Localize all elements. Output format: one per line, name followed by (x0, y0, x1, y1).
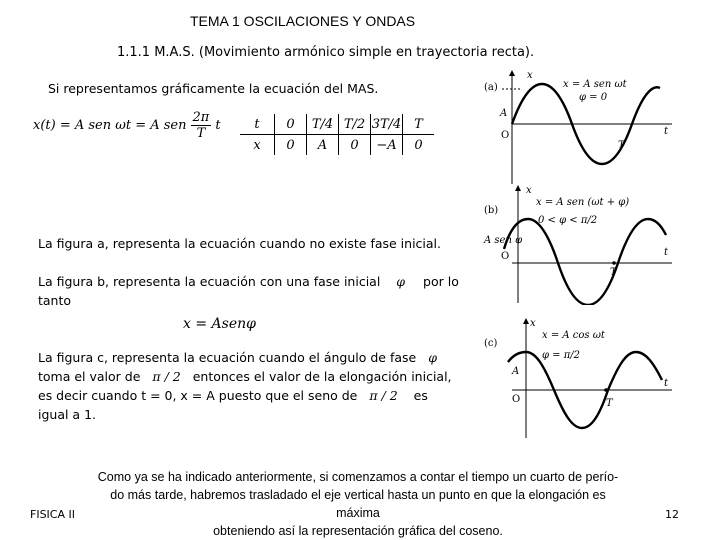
pi-half-symbol: π / 2 (152, 369, 181, 384)
period-label: T (610, 267, 617, 278)
origin-label: O (501, 251, 510, 262)
amplitude-label: A (512, 366, 520, 377)
note-line: do más tarde, habremos trasladado el eje vertical hasta un punto en que la elongación es máxima (110, 488, 606, 520)
graph-c (482, 318, 682, 440)
graph-c-label: (c) (484, 338, 498, 349)
amplitude-label: A (500, 108, 508, 119)
paragraph-c-line2-after: entonces el valor de la elongación inicial, (192, 369, 452, 384)
intro-text: Si representamos gráficamente la ecuación del MAS. (48, 81, 379, 96)
amplitude-sin-label: A sen φ (484, 235, 523, 246)
t-axis-label: t (664, 126, 669, 137)
graph-c-equation: x = A cos ωt (542, 330, 605, 341)
phi-symbol: φ (396, 274, 406, 289)
graph-b (482, 183, 682, 305)
paragraph-b-text: La figura b, representa la ecuación con una fase inicial (38, 274, 381, 289)
origin-label: O (501, 130, 510, 141)
paragraph-figure-c (38, 348, 478, 424)
x-axis-arrow-icon (523, 318, 529, 324)
paragraph-b-line2: tanto (38, 293, 72, 308)
x-axis-label: x (527, 70, 533, 81)
pi-half-symbol: π / 2 (369, 388, 398, 403)
paragraph-figure-b (38, 272, 468, 310)
table-cell: T (403, 114, 435, 135)
equation-lhs: x(t) = A sen ωt = A sen (33, 118, 187, 133)
table-cell: 0 (275, 114, 307, 135)
table-cell: A (307, 135, 339, 156)
x-axis-arrow-icon (515, 185, 521, 191)
page-number: 12 (665, 508, 679, 521)
period-label: T (606, 398, 613, 409)
table-cell: 0 (339, 135, 371, 156)
graph-c-phase: φ = π/2 (542, 350, 581, 361)
paragraph-c-line1: La figura c, representa la ecuación cuando el ángulo de fase (38, 350, 417, 365)
paragraph-c-line3-after: es (413, 388, 428, 403)
graph-b-phase: 0 < φ < π/2 (538, 215, 598, 226)
paragraph-c-line4: igual a 1. (38, 407, 96, 422)
values-table (240, 114, 434, 155)
graph-b-label: (b) (484, 205, 499, 216)
course-name: FISICA II (30, 508, 75, 521)
x-axis-arrow-icon (509, 70, 515, 76)
paragraph-c-line3: es decir cuando t = 0, x = A puesto que el seno de (38, 388, 358, 403)
graph-a-phase: φ = 0 (579, 92, 608, 103)
x-axis-label: x (526, 185, 532, 196)
note-line: Como ya se ha indicado anteriormente, si comenzamos a contar el tiempo un cuarto de perío- (97, 470, 619, 484)
paragraph-b-after: por lo (423, 274, 459, 289)
equation-denominator: T (196, 126, 206, 141)
table-cell: −A (371, 135, 403, 156)
table-cell: t (240, 114, 275, 135)
table-cell: 0 (275, 135, 307, 156)
period-label: T (618, 140, 625, 151)
equation-tail: t (215, 118, 221, 133)
page-title: TEMA 1 OSCILACIONES Y ONDAS (190, 13, 416, 29)
graph-b-equation: x = A sen (ωt + φ) (536, 197, 630, 208)
table-cell: T/4 (307, 114, 339, 135)
sine-wave-b (504, 219, 666, 305)
t-axis-label: t (664, 378, 669, 389)
table-cell: x (253, 137, 261, 153)
section-subtitle: 1.1.1 M.A.S. (Movimiento armónico simple en trayectoria recta). (117, 45, 535, 60)
equation-numerator: 2π (192, 110, 210, 125)
paragraph-c-line2: toma el valor de (38, 369, 141, 384)
paragraph-figure-a: La figura a, representa la ecuación cuando no existe fase inicial. (38, 236, 442, 251)
t-axis-label: t (664, 247, 669, 258)
x-axis-label: x (530, 318, 536, 329)
graph-a-equation: x = A sen ωt (563, 79, 627, 90)
period-marker (612, 261, 616, 265)
note-line: obteniendo así la representación gráfica del coseno. (213, 524, 503, 538)
table-row (240, 135, 434, 156)
mas-equation (33, 110, 221, 141)
phi-symbol: φ (428, 350, 437, 365)
graph-a-label: (a) (484, 82, 498, 93)
cosine-note (88, 468, 628, 540)
formula-asenphi: x = Asenφ (183, 316, 256, 332)
table-cell: 0 (403, 135, 435, 156)
graph-a (482, 66, 682, 188)
table-cell: T/2 (339, 114, 371, 135)
table-cell: 3T/4 (371, 114, 403, 135)
equation-fraction (191, 110, 212, 141)
table-row (240, 114, 434, 135)
origin-label: O (512, 394, 521, 405)
